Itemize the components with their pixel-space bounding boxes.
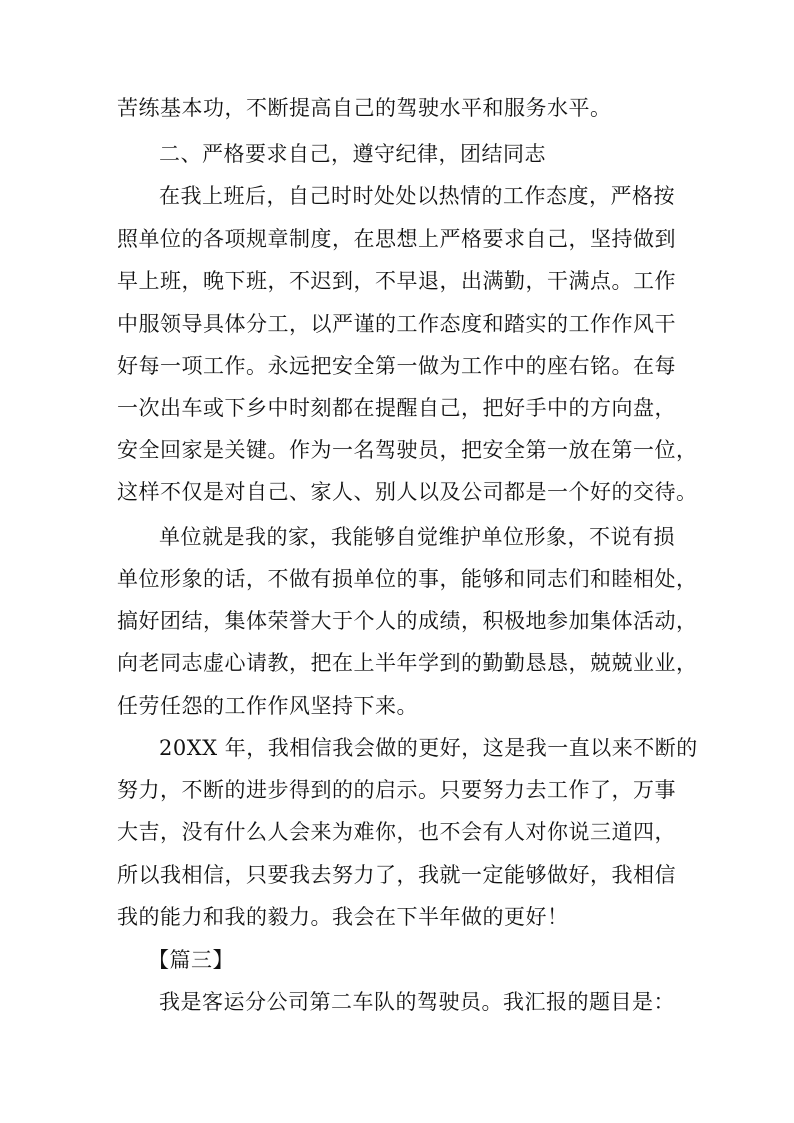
text-line: 照单位的各项规章制度，在思想上严格要求自己，坚持做到 — [117, 227, 676, 251]
text-line: 中服领导具体分工，以严谨的工作态度和踏实的工作作风干 — [117, 312, 676, 336]
text-line: 搞好团结，集体荣誉大于个人的成绩，积极地参加集体活动， — [117, 609, 698, 633]
text-line: 20XX 年，我相信我会做的更好，这是我一直以来不断的 — [159, 736, 698, 760]
text-line: 所以我相信，只要我去努力了，我就一定能够做好，我相信 — [117, 863, 676, 887]
text-line: 苦练基本功，不断提高自己的驾驶水平和服务水平。 — [117, 96, 612, 120]
text-line: 任劳任怨的工作作风坚持下来。 — [117, 694, 418, 718]
section-heading: 【篇三】 — [148, 948, 234, 972]
text-line: 我的能力和我的毅力。我会在下半年做的更好！ — [117, 905, 569, 929]
text-line: 早上班，晚下班，不迟到，不早退，出满勤，干满点。工作 — [117, 269, 676, 293]
text-line: 一次出车或下乡中时刻都在提醒自己，把好手中的方向盘， — [117, 396, 676, 420]
text-line: 大吉，没有什么人会来为难你，也不会有人对你说三道四， — [117, 820, 676, 844]
text-line: 努力，不断的进步得到的的启示。只要努力去工作了，万事 — [117, 778, 676, 802]
text-line: 单位就是我的家，我能够自觉维护单位形象，不说有损 — [159, 525, 675, 549]
text-line: 好每一项工作。永远把安全第一做为工作中的座右铭。在每 — [117, 354, 676, 378]
text-line: 我是客运分公司第二车队的驾驶员。我汇报的题目是： — [159, 990, 675, 1014]
text-line: 这样不仅是对自己、家人、别人以及公司都是一个好的交待。 — [117, 480, 698, 504]
text-line: 单位形象的话，不做有损单位的事，能够和同志们和睦相处， — [117, 567, 698, 591]
text-line: 在我上班后，自己时时处处以热情的工作态度，严格按 — [159, 184, 675, 208]
section-heading: 二、严格要求自己，遵守纪律，团结同志 — [159, 142, 546, 166]
text-line: 安全回家是关键。作为一名驾驶员，把安全第一放在第一位， — [117, 438, 698, 462]
text-line: 向老同志虚心请教，把在上半年学到的勤勤恳恳，兢兢业业， — [117, 651, 698, 675]
